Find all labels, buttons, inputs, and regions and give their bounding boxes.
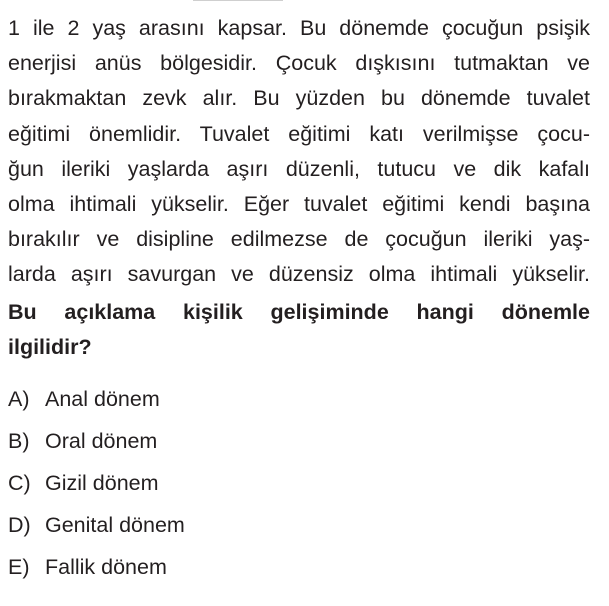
- option-text: Fallik dönem: [45, 555, 167, 580]
- passage-line: ğun ileriki yaşlarda aşırı düzenli, tutucu ve dik kafalı: [8, 156, 590, 181]
- passage-line: bırakılır ve disipline edilmezse de çocuğun ileriki yaş-: [8, 227, 590, 252]
- passage-line: 1 ile 2 yaş arasını kapsar. Bu dönemde çocuğun psişik: [8, 16, 590, 40]
- option-letter: A): [8, 386, 30, 411]
- option-a[interactable]: [8, 378, 408, 420]
- passage-line: bırakmaktan zevk alır. Bu yüzden bu dönemde tuvalet: [8, 86, 590, 111]
- option-text: Genital dönem: [45, 513, 185, 538]
- top-divider: [193, 0, 283, 1]
- passage-line: eğitimi önemlidir. Tuvalet eğitimi katı verilmişse çocu-: [8, 121, 590, 146]
- option-letter: D): [8, 513, 31, 538]
- question-line: Bu açıklama kişilik gelişiminde hangi dönemle: [8, 300, 590, 324]
- answer-options: [8, 378, 408, 589]
- option-letter: B): [8, 428, 30, 453]
- option-e[interactable]: [8, 547, 408, 589]
- option-text: Anal dönem: [45, 386, 160, 411]
- option-text: Gizil dönem: [45, 470, 159, 495]
- question-stem: [8, 295, 590, 365]
- option-text: Oral dönem: [45, 428, 158, 453]
- option-letter: E): [8, 555, 30, 580]
- question-line: ilgilidir?: [8, 335, 92, 360]
- passage-line: olma ihtimali yükselir. Eğer tuvalet eğitimi kendi başına: [8, 191, 590, 216]
- passage-line: larda aşırı savurgan ve düzensiz olma ihtimali yükselir.: [8, 262, 590, 287]
- option-letter: C): [8, 470, 31, 495]
- option-b[interactable]: [8, 420, 408, 462]
- passage-line: enerjisi anüs bölgesidir. Çocuk dışkısını tutmaktan ve: [8, 51, 590, 76]
- question-passage: [8, 11, 590, 293]
- option-c[interactable]: [8, 462, 408, 504]
- option-d[interactable]: [8, 505, 408, 547]
